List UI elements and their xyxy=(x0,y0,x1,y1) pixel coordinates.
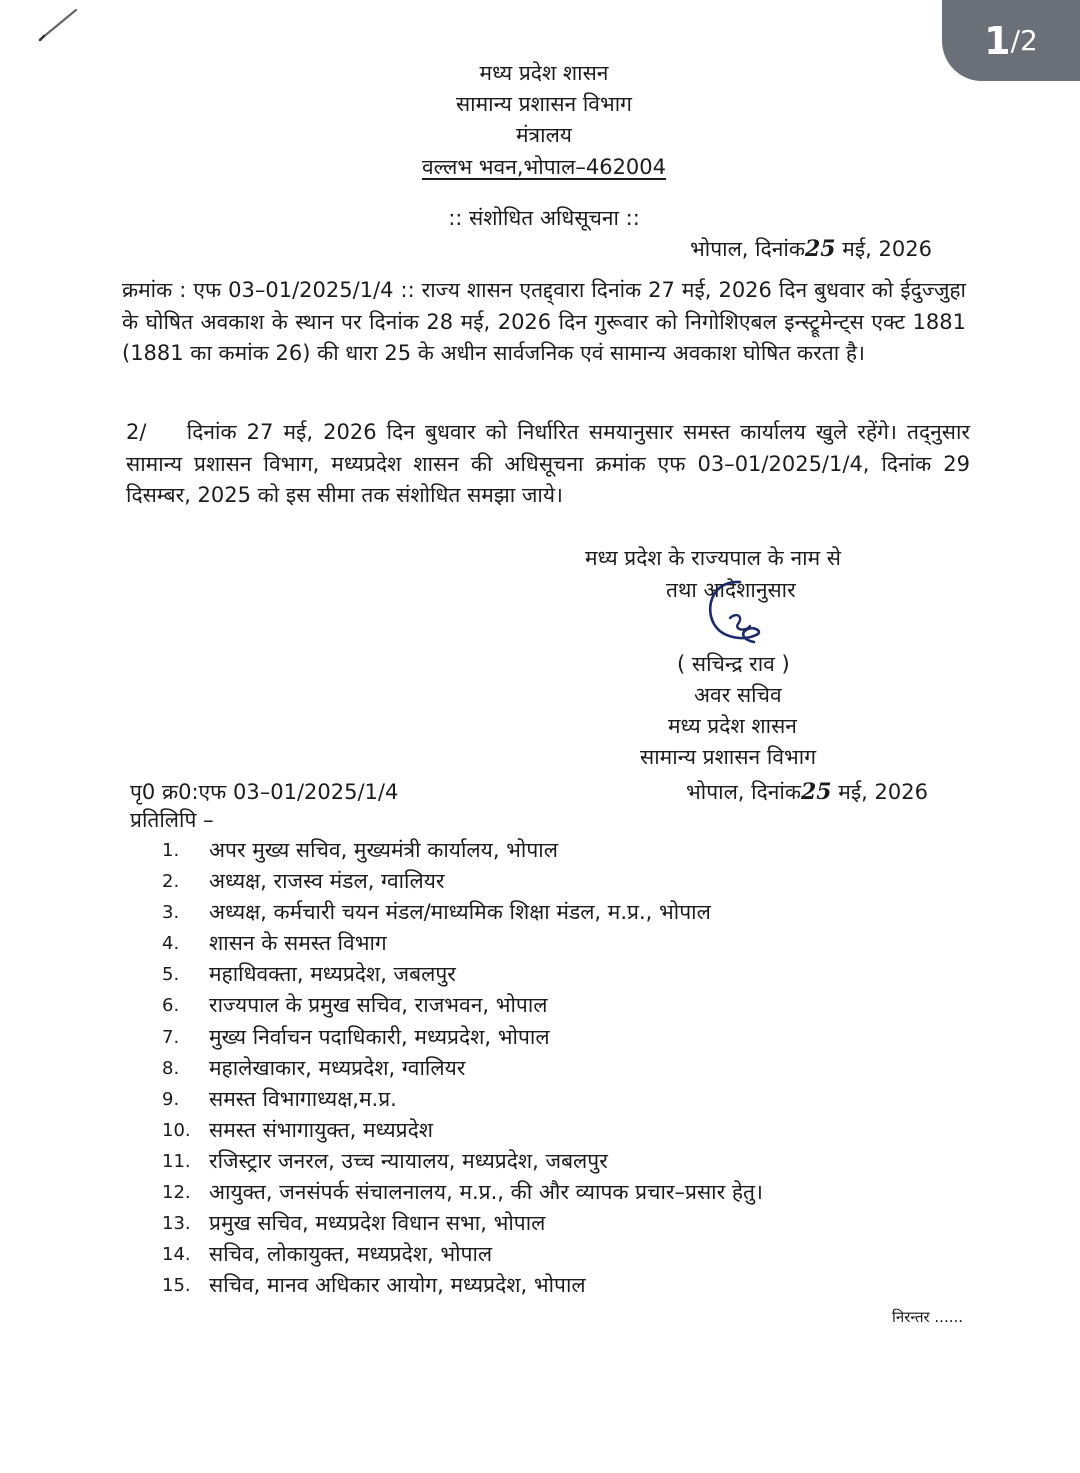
continued-note: निरन्तर ...... xyxy=(892,1308,964,1326)
place-date xyxy=(690,235,932,263)
list-item-text: समस्त संभागायुक्त, मध्यप्रदेश xyxy=(209,1117,433,1142)
header-department: सामान्य प्रशासन विभाग xyxy=(455,92,633,116)
paragraph-2: 2/ दिनांक 27 मई, 2026 दिन बुधवार को निर्धारित समयानुसार समस्त कार्यालय खुले रहेंगे। तद्नुसार सामान्य प्रशासन विभाग, मध्यप्रदेश शासन की अधिसूचना क्रमांक एफ 03–01/2025/1/4, दिनांक 29 दिसम्बर, 2025 को इस सीमा तक संशोधित समझा जाये। xyxy=(126,420,977,507)
list-item-number: 5. xyxy=(162,964,180,986)
list-item-number: 4. xyxy=(162,933,180,955)
list-item-text: रजिस्ट्रार जनरल, उच्च न्यायालय, मध्यप्रदेश, जबलपुर xyxy=(209,1148,608,1173)
list-item-text: अपर मुख्य सचिव, मुख्यमंत्री कार्यालय, भोपाल xyxy=(209,838,558,862)
signatory-name: ( सचिन्द्र राव ) xyxy=(677,652,790,676)
list-item-number: 12. xyxy=(162,1182,191,1204)
header-state-government: मध्य प्रदेश शासन xyxy=(479,61,609,85)
list-item-text: अध्यक्ष, कर्मचारी चयन मंडल/माध्यमिक शिक्षा मंडल, म.प्र., भोपाल xyxy=(209,900,711,925)
list-item-number: 13. xyxy=(162,1213,191,1235)
endorsement-date-suffix: मई, 2026 xyxy=(838,780,928,804)
list-item-number: 8. xyxy=(162,1057,180,1079)
list-item-text: महालेखाकार, मध्यप्रदेश, ग्वालियर xyxy=(209,1055,466,1080)
list-item-number: 6. xyxy=(162,995,180,1017)
list-item-text: शासन के समस्त विभाग xyxy=(209,931,387,956)
signature-order-line: तथा आदेशानुसार xyxy=(666,578,796,602)
endorsement-place-date xyxy=(686,778,928,806)
page-total: 2 xyxy=(1020,24,1038,57)
date-day-handwritten: 25 xyxy=(804,236,836,262)
header-address: वल्लभ भवन,भोपाल–462004 xyxy=(421,155,667,179)
list-item-number: 14. xyxy=(162,1244,191,1266)
list-item-text: सचिव, मानव अधिकार आयोग, मध्यप्रदेश, भोपाल xyxy=(209,1273,586,1298)
place-date-prefix: भोपाल, दिनांक xyxy=(690,237,805,261)
list-item-number: 1. xyxy=(162,840,180,861)
list-item-number: 10. xyxy=(162,1119,191,1141)
endorsement-date-prefix: भोपाल, दिनांक xyxy=(686,780,801,804)
list-item-number: 7. xyxy=(162,1026,180,1048)
list-item-text: अध्यक्ष, राजस्व मंडल, ग्वालियर xyxy=(209,869,445,894)
place-date-suffix: मई, 2026 xyxy=(842,237,932,261)
signatory-org-department: सामान्य प्रशासन विभाग xyxy=(640,745,817,769)
list-item-text: प्रमुख सचिव, मध्यप्रदेश विधान सभा, भोपाल xyxy=(209,1211,546,1236)
notification-title: :: संशोधित अधिसूचना :: xyxy=(448,206,640,230)
paragraph-1: क्रमांक : एफ 03–01/2025/1/4 :: राज्य शासन एतद्द्वारा दिनांक 27 मई, 2026 दिन बुधवार को ईदुज्जुहा के घोषित अवकाश के स्थान पर दिनांक 28 मई, 2026 दिन गुरूवार को निगोशिएबल इन्स्ट्रूमेन्ट्स एक्ट 1881 (1881 का कमांक 26) की धारा 25 के अधीन सार्वजनिक एवं सामान्य अवकाश घोषित करता है। xyxy=(122,278,966,365)
copy-to-label: प्रतिलिपि – xyxy=(130,808,214,832)
endorsement-day-handwritten: 25 xyxy=(800,779,832,805)
list-item-text: समस्त विभागाध्यक्ष,म.प्र. xyxy=(209,1086,397,1111)
list-item-number: 3. xyxy=(162,902,180,924)
handwritten-signature xyxy=(700,576,780,656)
list-item-number: 9. xyxy=(162,1088,180,1110)
signatory-org-state: मध्य प्रदेश शासन xyxy=(668,714,797,738)
list-item-text: सचिव, लोकायुक्त, मध्यप्रदेश, भोपाल xyxy=(209,1242,493,1267)
list-item-number: 15. xyxy=(162,1275,191,1297)
list-item-text: महाधिवक्ता, मध्यप्रदेश, जबलपुर xyxy=(209,962,456,987)
pen-icon[interactable] xyxy=(38,4,82,42)
header-ministry: मंत्रालय xyxy=(515,123,572,147)
signatory-designation: अवर सचिव xyxy=(694,683,782,707)
page-current: 1 xyxy=(984,18,1011,63)
list-item-number: 11. xyxy=(162,1150,191,1172)
page-separator: / xyxy=(1010,24,1021,57)
signature-authority-line: मध्य प्रदेश के राज्यपाल के नाम से xyxy=(585,546,841,570)
list-item-number: 2. xyxy=(162,871,180,893)
endorsement-reference: पृ0 क्र0:एफ 03–01/2025/1/4 xyxy=(130,780,399,804)
list-item-text: राज्यपाल के प्रमुख सचिव, राजभवन, भोपाल xyxy=(209,993,548,1018)
list-item-text: मुख्य निर्वाचन पदाधिकारी, मध्यप्रदेश, भोपाल xyxy=(209,1024,550,1049)
list-item-text: आयुक्त, जनसंपर्क संचालनालय, म.प्र., की और व्यापक प्रचार–प्रसार हेतु। xyxy=(209,1180,763,1205)
